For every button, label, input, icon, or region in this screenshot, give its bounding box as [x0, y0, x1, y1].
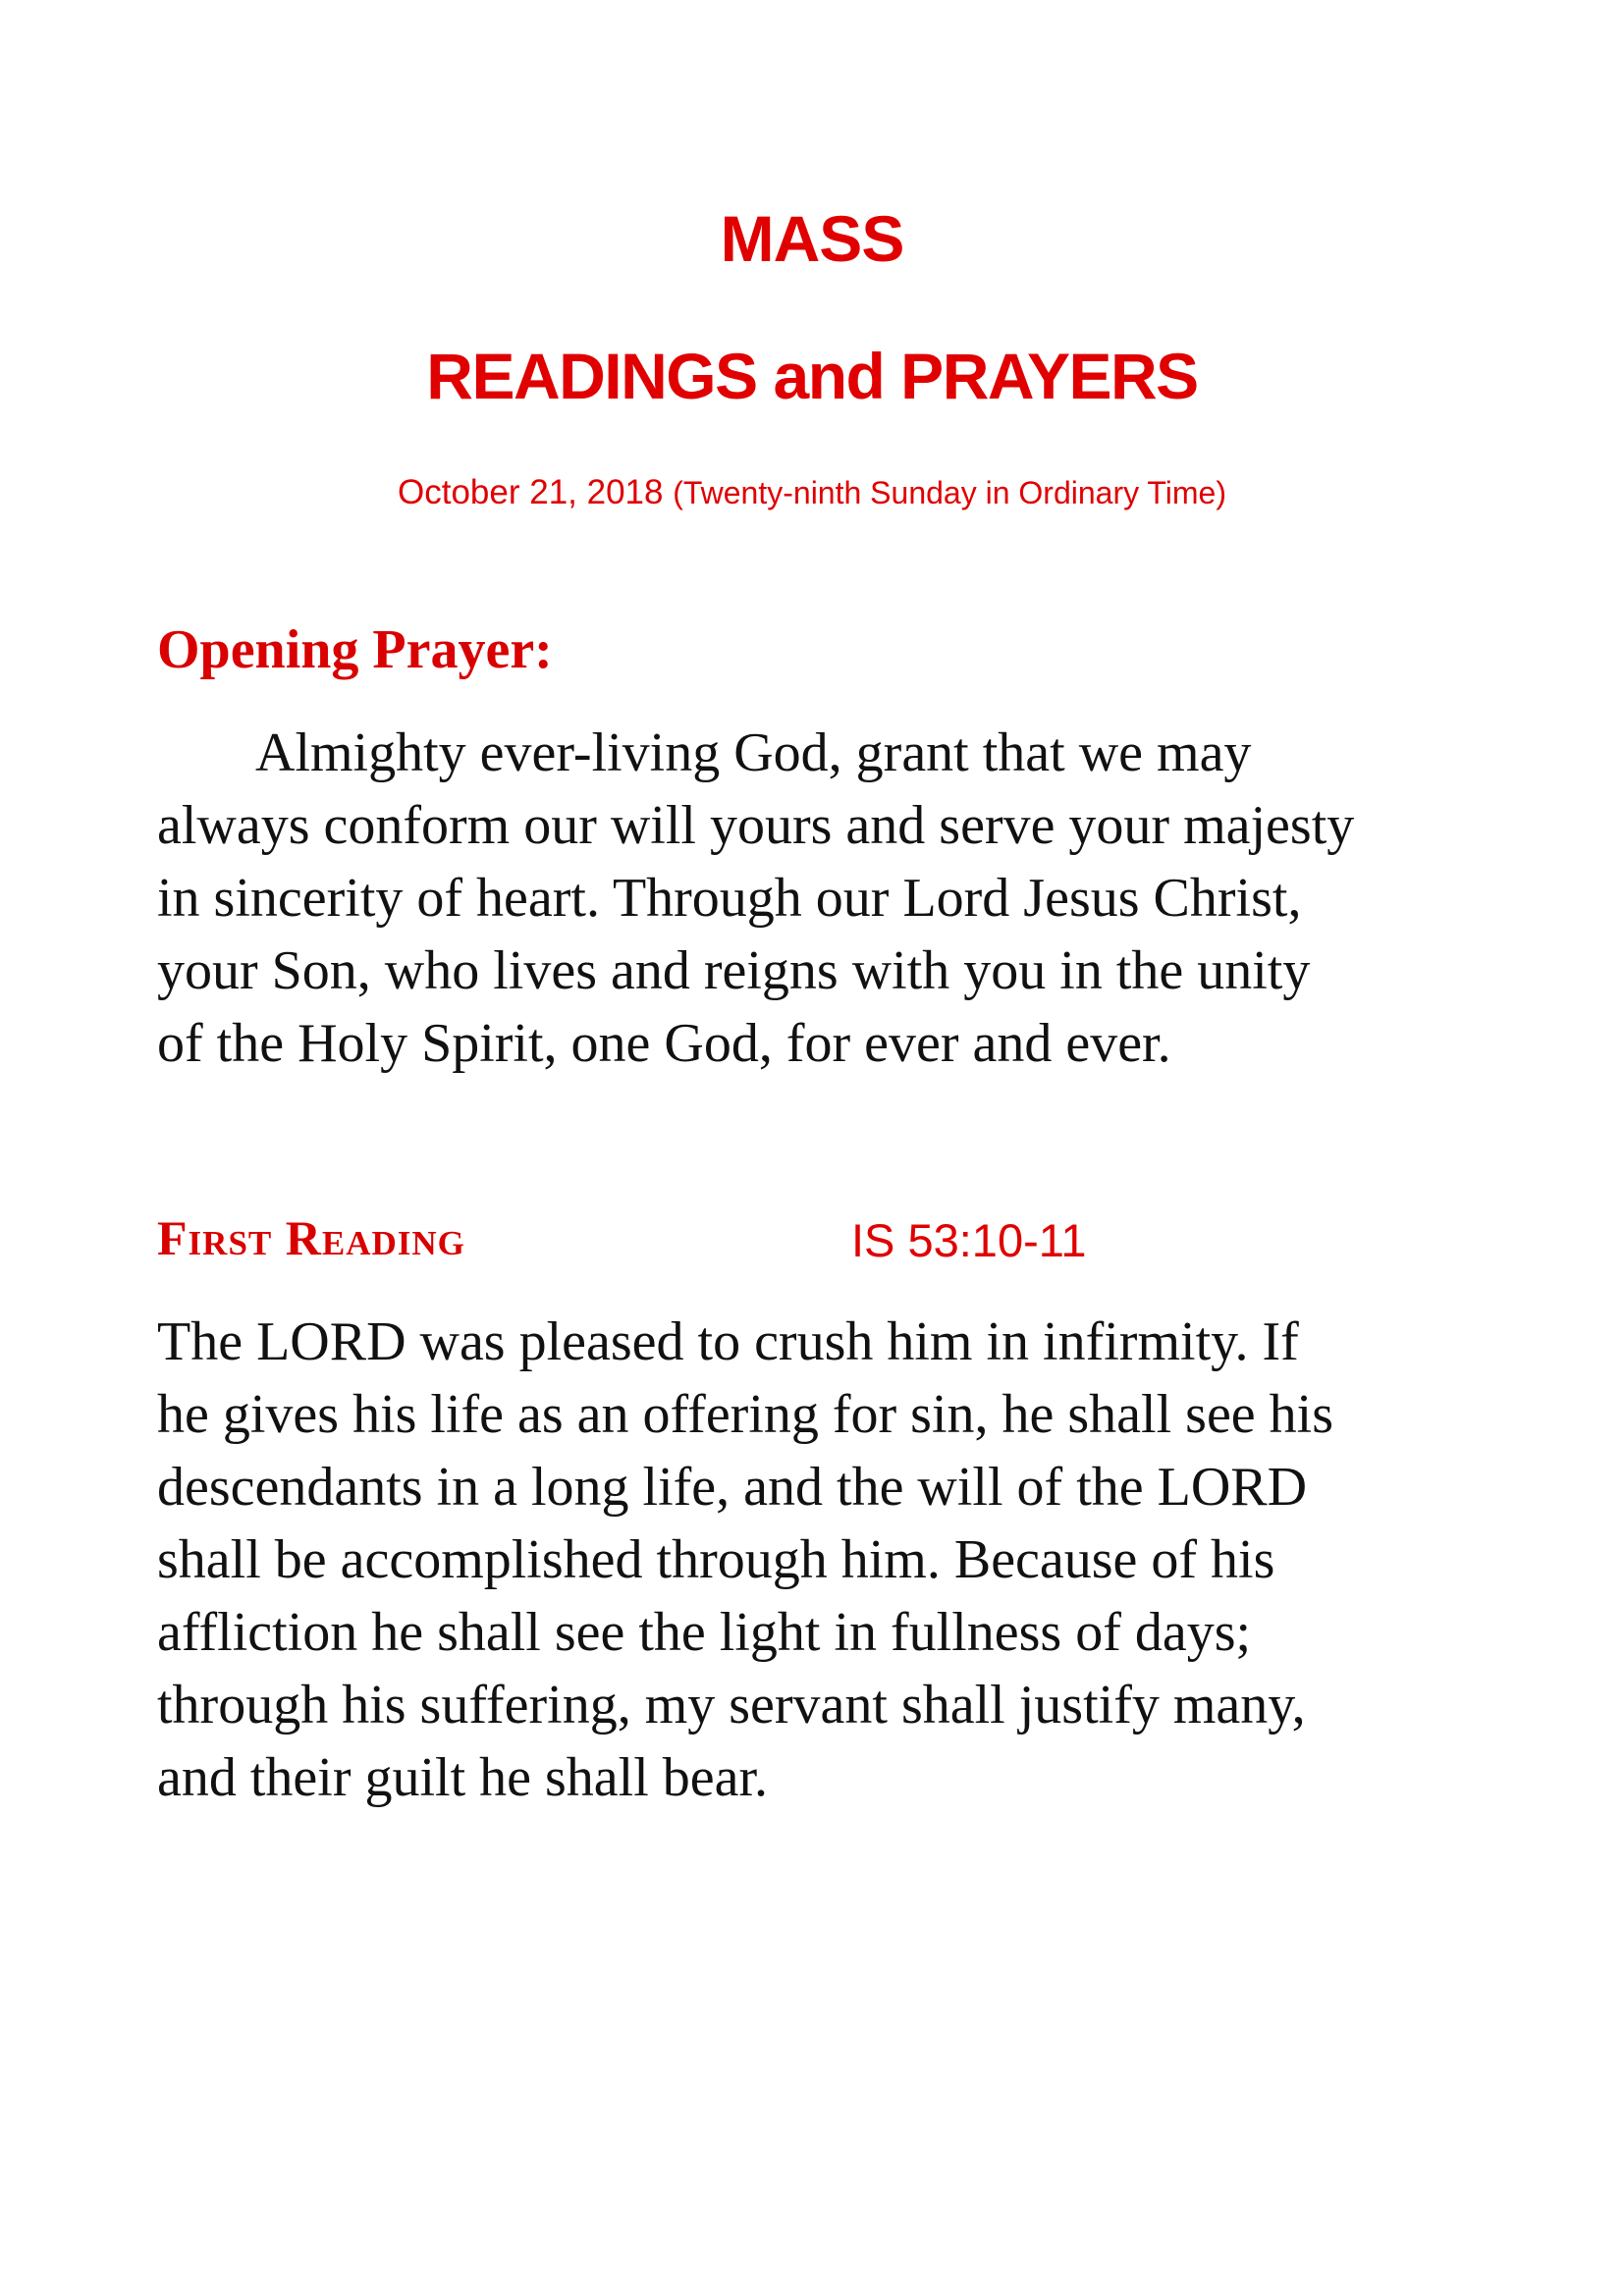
document-subtitle: READINGS and PRAYERS — [426, 340, 1198, 412]
first-reading-line: The LORD was pleased to crush him in infirmity. If — [157, 1311, 1299, 1372]
opening-prayer-line: in sincerity of heart. Through our Lord Jesus Christ, — [157, 868, 1302, 929]
scripture-reference: IS 53:10-11 — [851, 1214, 1087, 1266]
first-reading-line: descendants in a long life, and the will of the LORD — [157, 1457, 1308, 1518]
opening-prayer-line: always conform our will yours and serve your majesty — [157, 795, 1355, 856]
date: October 21, 2018 — [398, 473, 664, 511]
document-title: MASS — [720, 202, 904, 275]
first-reading-line: and their guilt he shall bear. — [157, 1747, 769, 1808]
first-reading-text — [157, 1306, 1473, 1814]
opening-prayer-heading: Opening Prayer: — [157, 619, 553, 680]
first-reading-heading: First Reading — [157, 1210, 465, 1265]
opening-prayer-line: of the Holy Spirit, one God, for ever and ever. — [157, 1013, 1171, 1074]
liturgical-occasion: (Twenty-ninth Sunday in Ordinary Time) — [673, 475, 1226, 510]
opening-prayer-line: your Son, who lives and reigns with you in the unity — [157, 940, 1311, 1001]
first-reading-line: affliction he shall see the light in fullness of days; — [157, 1602, 1252, 1663]
opening-prayer-text — [157, 717, 1473, 1080]
first-reading-line: he gives his life as an offering for sin, he shall see his — [157, 1384, 1334, 1445]
first-reading-line: through his suffering, my servant shall justify many, — [157, 1675, 1306, 1735]
opening-prayer-line: Almighty ever-living God, grant that we may — [255, 722, 1252, 783]
first-reading-line: shall be accomplished through him. Because of his — [157, 1529, 1275, 1590]
date-line — [0, 473, 1624, 512]
